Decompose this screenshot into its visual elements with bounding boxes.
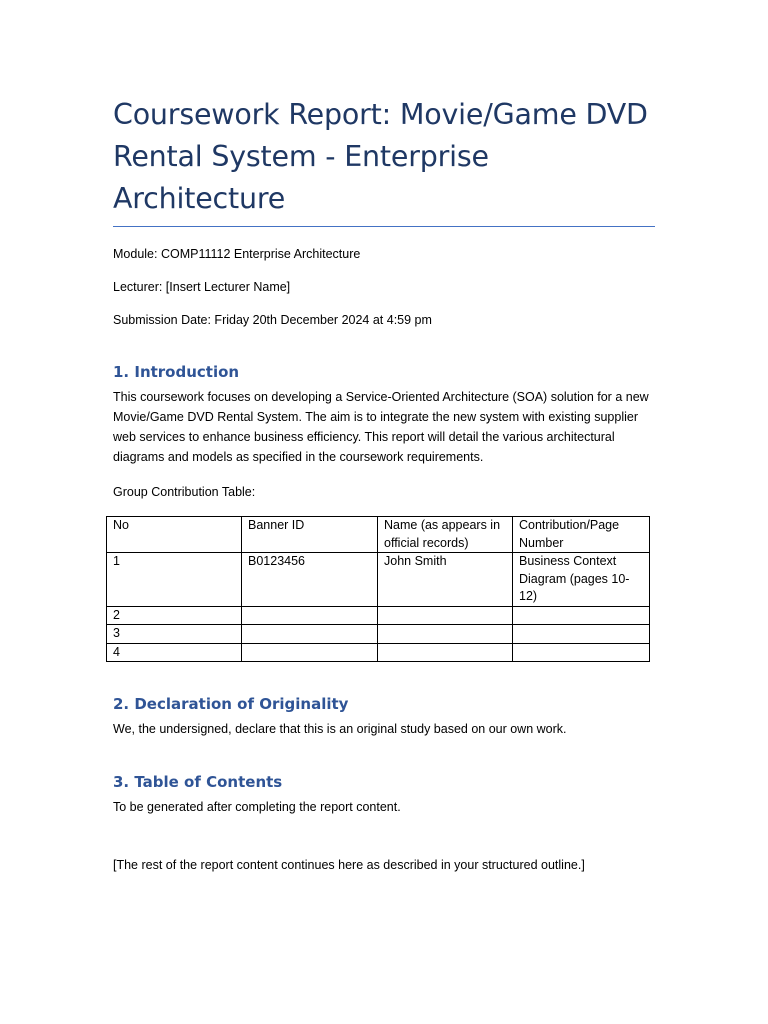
document-title [113, 94, 655, 227]
table-cell [378, 606, 513, 625]
document-title-line-2: Rental System - Enterprise Architecture [113, 140, 489, 215]
submission-date-line: Submission Date: Friday 20th December 2024 at 4:59 pm [113, 313, 432, 327]
introduction-heading: 1. Introduction [113, 363, 240, 381]
table-row [107, 625, 650, 644]
table-cell: 4 [107, 643, 242, 662]
table-cell [513, 625, 650, 644]
table-cell: Business Context Diagram (pages 10-12) [513, 553, 650, 607]
header-no: No [107, 517, 242, 553]
document-page [113, 94, 655, 875]
table-cell [378, 643, 513, 662]
table-cell: John Smith [378, 553, 513, 607]
table-cell [242, 643, 378, 662]
header-name: Name (as appears in official records) [378, 517, 513, 553]
table-of-contents-paragraph: To be generated after completing the report content. [113, 800, 401, 814]
declaration-heading: 2. Declaration of Originality [113, 695, 349, 713]
table-cell [513, 606, 650, 625]
table-cell [513, 643, 650, 662]
table-cell [378, 625, 513, 644]
table-cell [242, 625, 378, 644]
header-banner-id: Banner ID [242, 517, 378, 553]
introduction-paragraph: This coursework focuses on developing a Service-Oriented Architecture (SOA) solution for a new Movie/Game DVD Rental System. The aim is to integrate the new system with existing supplier web services to enhance business efficiency. This report will detail the various architectural diagrams and models as specified in the coursework requirements. [113, 390, 649, 464]
table-of-contents-heading: 3. Table of Contents [113, 773, 283, 791]
document-title-line-1: Coursework Report: Movie/Game DVD [113, 98, 648, 131]
table-cell: 1 [107, 553, 242, 607]
table-row [107, 606, 650, 625]
module-line: Module: COMP11112 Enterprise Architecture [113, 247, 361, 261]
table-cell: 2 [107, 606, 242, 625]
table-row [107, 643, 650, 662]
table-row [107, 553, 650, 607]
group-contribution-label: Group Contribution Table: [113, 485, 256, 499]
declaration-paragraph: We, the undersigned, declare that this is an original study based on our own work. [113, 722, 567, 736]
group-contribution-table [106, 516, 650, 662]
table-cell [242, 606, 378, 625]
table-cell: B0123456 [242, 553, 378, 607]
header-contribution: Contribution/Page Number [513, 517, 650, 553]
closing-note: [The rest of the report content continues here as described in your structured outline.] [113, 858, 585, 872]
table-header-row [107, 517, 650, 553]
table-cell: 3 [107, 625, 242, 644]
lecturer-line: Lecturer: [Insert Lecturer Name] [113, 280, 291, 294]
